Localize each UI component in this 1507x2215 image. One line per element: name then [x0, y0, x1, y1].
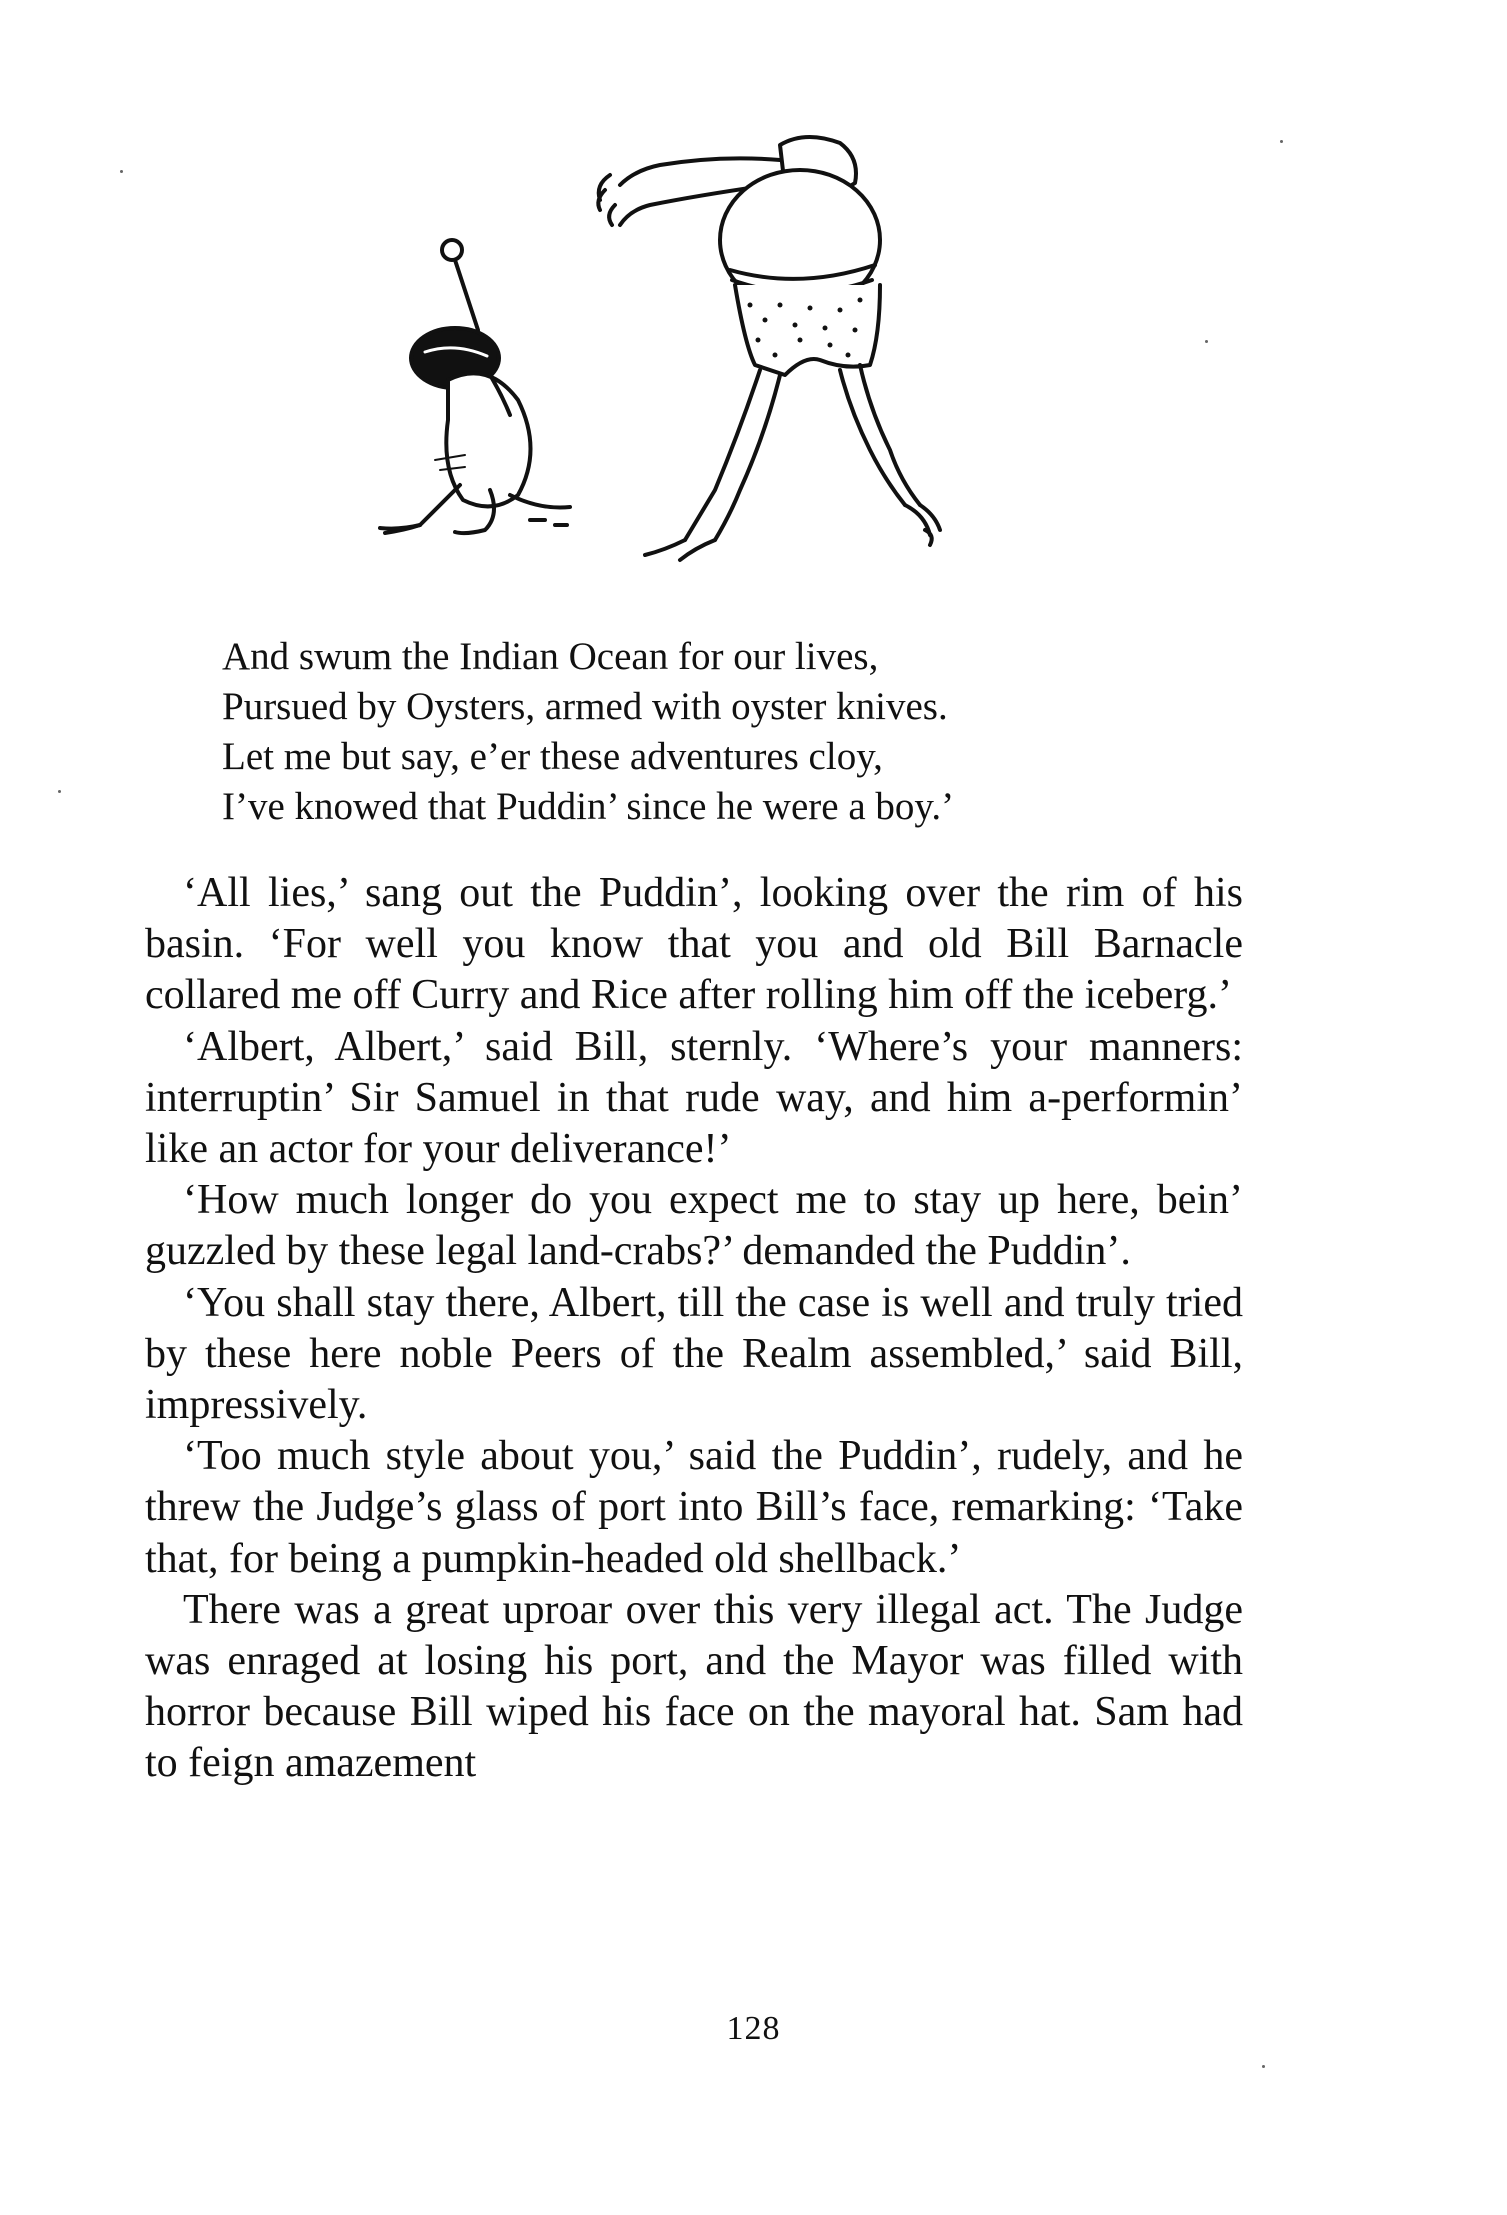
- pudding-figure-drawing: [598, 137, 940, 560]
- verse-stanza: [222, 632, 1302, 832]
- scan-speck: [58, 790, 61, 793]
- scan-speck: [1280, 140, 1283, 143]
- prose-body: [145, 868, 1243, 1790]
- paragraph: ‘Too much style about you,’ said the Puddin’, rudely, and he threw the Judge’s glass of port into Bill’s face, remarking: ‘Take that, for being a pumpkin-headed old shellback.’: [145, 1433, 1243, 1582]
- page-number: 128: [726, 2010, 781, 2047]
- verse-line: Let me but say, e’er these adventures cloy,: [222, 735, 883, 778]
- scan-speck: [1205, 340, 1208, 343]
- paragraph: ‘All lies,’ sang out the Puddin’, looking over the rim of his basin. ‘For well you know that you and old Bill Barnacle collared me off Curry and Rice after rolling him off the iceberg.’: [145, 870, 1243, 1019]
- verse-line: I’ve knowed that Puddin’ since he were a boy.’: [222, 785, 955, 828]
- paragraph: ‘How much longer do you expect me to stay up here, bein’ guzzled by these legal land-crabs?’ demanded the Puddin’.: [145, 1177, 1243, 1275]
- small-figure-drawing: [380, 240, 570, 533]
- paragraph: ‘Albert, Albert,’ said Bill, sternly. ‘Where’s your manners: interruptin’ Sir Samuel in that rude way, and him a-performin’ like an actor for your deliverance!’: [145, 1023, 1243, 1173]
- verse-line: Pursued by Oysters, armed with oyster knives.: [222, 685, 948, 728]
- paragraph: There was a great uproar over this very illegal act. The Judge was enraged at losing his port, and the Mayor was filled with horror because Bill wiped his face on the mayoral hat. Sam had to feign amazement: [145, 1586, 1243, 1787]
- pudding-and-sailor-illustration: [360, 130, 1020, 630]
- scan-speck: [1262, 2065, 1265, 2068]
- verse-line: And swum the Indian Ocean for our lives,: [222, 635, 879, 678]
- paragraph: ‘You shall stay there, Albert, till the case is well and truly tried by these here noble Peers of the Realm assembled,’ said Bill, impressively.: [145, 1279, 1243, 1429]
- scan-speck: [120, 170, 123, 173]
